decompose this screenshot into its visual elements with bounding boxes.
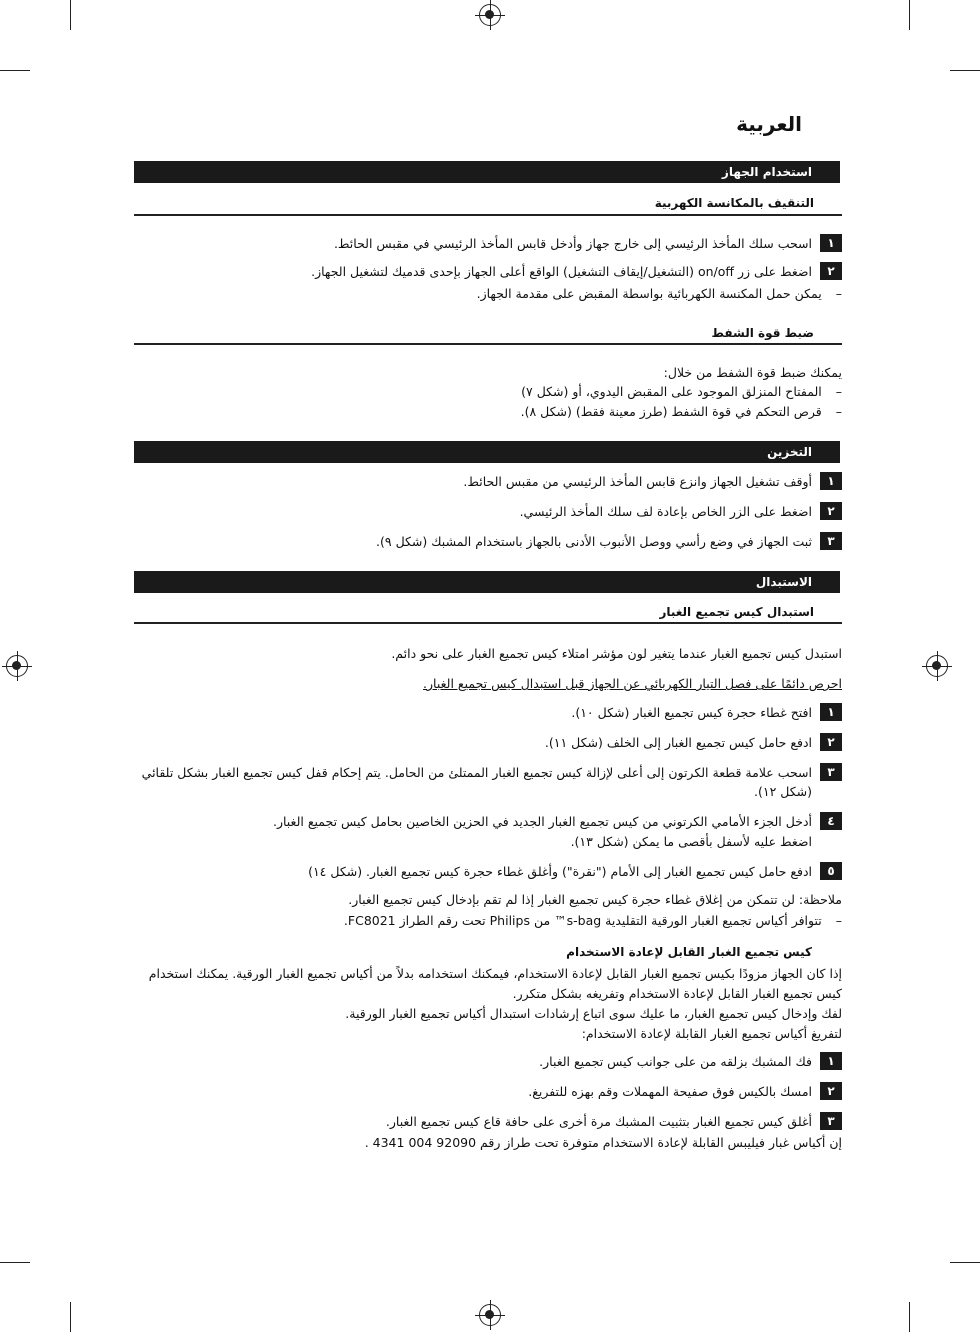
step-number: ١ [820,234,842,252]
crop-mark [0,70,30,71]
divider [134,343,842,345]
list-item [344,913,842,928]
list-item [386,1112,842,1130]
list-item [477,286,842,301]
step-number: ٢ [820,1082,842,1100]
step-text: افتح غطاء حجرة كيس تجميع الغبار (شكل ١٠). [571,704,812,720]
step-text: ادفع حامل كيس تجميع الغبار إلى الخلف (شكل ١١). [544,734,812,750]
paragraph: لفك وإدخال كيس تجميع الغبار، ما عليك سوى اتباع إرشادات استبدال أكياس تجميع الغبار الورقية. [345,1006,842,1021]
paragraph: إن أكياس غبار فيليبس القابلة لإعادة الاستخدام متوفرة تحت طراز رقم 92090 004 4341 . [364,1135,842,1150]
step-text: اسحب سلك المأخذ الرئيسي إلى خارج جهاز وأدخل قابس المأخذ الرئيسي في مقبس الحائط. [333,235,812,251]
step-number: ٢ [820,733,842,751]
registration-mark-icon [479,4,501,26]
item-text: تتوافر أكياس تجميع الغبار الورقية التقليدية s-bag™ من Philips تحت رقم الطراز FC8021. [343,913,822,928]
step-number: ٣ [820,532,842,550]
crop-mark [70,1302,71,1332]
step-text: فك المشبك بزلقه من على جوانب كيس تجميع الغبار. [539,1053,812,1069]
step-number: ٣ [820,763,842,781]
paragraph: كيس تجميع الغبار القابل لإعادة الاستخدام وتفريغه بشكل متكرر. [512,986,842,1001]
paragraph: يمكنك ضبط قوة الشفط من خلال: [663,365,842,380]
crop-mark [950,70,980,71]
list-item [520,502,842,520]
list-item [571,703,842,721]
step-number: ٥ [820,862,842,880]
section-heading-replacement: الاستبدال [134,571,840,593]
crop-mark [0,1262,30,1263]
warning-text: احرص دائمًا على فصل التيار الكهربائي عن الجهاز قبل استبدال كيس تجميع الغبار. [423,676,842,691]
list-item [539,1052,842,1070]
list-item [376,532,842,550]
subheading-reusable: كيس تجميع الغبار القابل لإعادة الاستخدام [566,945,812,959]
divider [134,622,842,624]
step-number: ٤ [820,812,842,830]
registration-mark-icon [6,655,28,677]
page-title: العربية [736,112,802,136]
item-text: قرص التحكم في قوة الشفط (طرز معينة فقط) (شكل ٨). [520,404,822,419]
step-text: أوقف تشغيل الجهاز وانزع قابس المأخذ الرئيسي من مقبس الحائط. [463,473,812,489]
step-text: اسحب علامة قطعة الكرتون إلى أعلى لإزالة كيس تجميع الغبار الممتلئ من الحامل. يتم إحكام قفل كيس تجميع الغبار بشكل تلقائي [141,764,812,780]
step-text: أغلق كيس تجميع الغبار بتثبيت المشبك مرة أخرى على حافة قاع كيس تجميع الغبار. [385,1113,812,1129]
list-item [142,763,842,781]
list-item [311,262,842,280]
step-number: ١ [820,472,842,490]
step-number: ٢ [820,262,842,280]
list-item [545,733,842,751]
dash-bullet: – [835,384,842,399]
step-text: اضغط على الزر الخاص بإعادة لف سلك المأخذ الرئيسي. [519,503,812,519]
step-text: اضغط على زر on/off (التشغيل/إيقاف التشغيل) الواقع أعلى الجهاز بإحدى قدميك لتشغيل الجهاز. [311,263,812,279]
step-number: ١ [820,703,842,721]
step-number: ٢ [820,502,842,520]
item-text: المفتاح المنزلق الموجود على المقبض اليدوي، أو (شكل ٧) [521,384,822,399]
list-item [528,1082,842,1100]
paragraph: إذا كان الجهاز مزودًا بكيس تجميع الغبار القابل لإعادة الاستخدام، فيمكنك استخدامه بدلاً من أكياس تجميع الغبار الورقية. يمكنك استخدام [148,966,842,981]
crop-mark [70,0,71,30]
subheading-suction: ضبط قوة الشفط [711,326,814,340]
step-text-continued: اضغط عليه لأسفل بأقصى ما يمكن (شكل ١٣). [570,834,812,849]
section-heading-use: استخدام الجهاز [134,161,840,183]
dash-bullet: – [835,404,842,419]
step-number: ٣ [820,1112,842,1130]
crop-mark [909,0,910,30]
step-text: أدخل الجزء الأمامي الكرتوني من كيس تجميع الغبار الجديد في الحزين الخاصين بحامل كيس تجميع الغبار. [272,813,812,829]
paragraph: لتفريغ أكياس تجميع الغبار القابلة لإعادة الاستخدام: [581,1026,842,1041]
section-heading-storage: التخزين [134,441,840,463]
step-text-continued: (شكل ١٢). [754,784,812,799]
list-item [463,472,842,490]
list-item [521,404,842,419]
registration-mark-icon [926,655,948,677]
paragraph: استبدل كيس تجميع الغبار عندما يتغير لون مؤشر امتلاء كيس تجميع الغبار على نحو دائم. [391,646,842,661]
step-text: ثبت الجهاز في وضع رأسي ووصل الأنبوب الأدنى بالجهاز باستخدام المشبك (شكل ٩). [376,533,812,549]
subheading-dustbag: استبدال كيس تجميع الغبار [659,605,814,619]
note-text: ملاحظة: لن تتمكن من إغلاق غطاء حجرة كيس تجميع الغبار إذا لم تقم بإدخال كيس تجميع الغبار. [348,892,842,907]
list-item [521,384,842,399]
dash-bullet: – [835,913,842,928]
crop-mark [909,1302,910,1332]
note-text: يمكن حمل المكنسة الكهربائية بواسطة المقبض على مقدمة الجهاز. [476,286,822,301]
crop-mark [950,1262,980,1263]
divider [134,214,842,216]
step-text: ادفع حامل كيس تجميع الغبار إلى الأمام ("نقرة") وأغلق غطاء حجرة كيس تجميع الغبار. (شكل ١٤) [308,863,812,879]
dash-bullet: – [835,286,842,301]
list-item [334,234,842,252]
registration-mark-icon [479,1304,501,1326]
list-item [308,862,842,880]
list-item [273,812,842,830]
step-text: امسك بالكيس فوق صفيحة المهملات وقم بهزه للتفريغ. [528,1083,812,1099]
step-number: ١ [820,1052,842,1070]
subheading-mains: التنقيف بالمكانسة الكهربية [654,196,814,210]
